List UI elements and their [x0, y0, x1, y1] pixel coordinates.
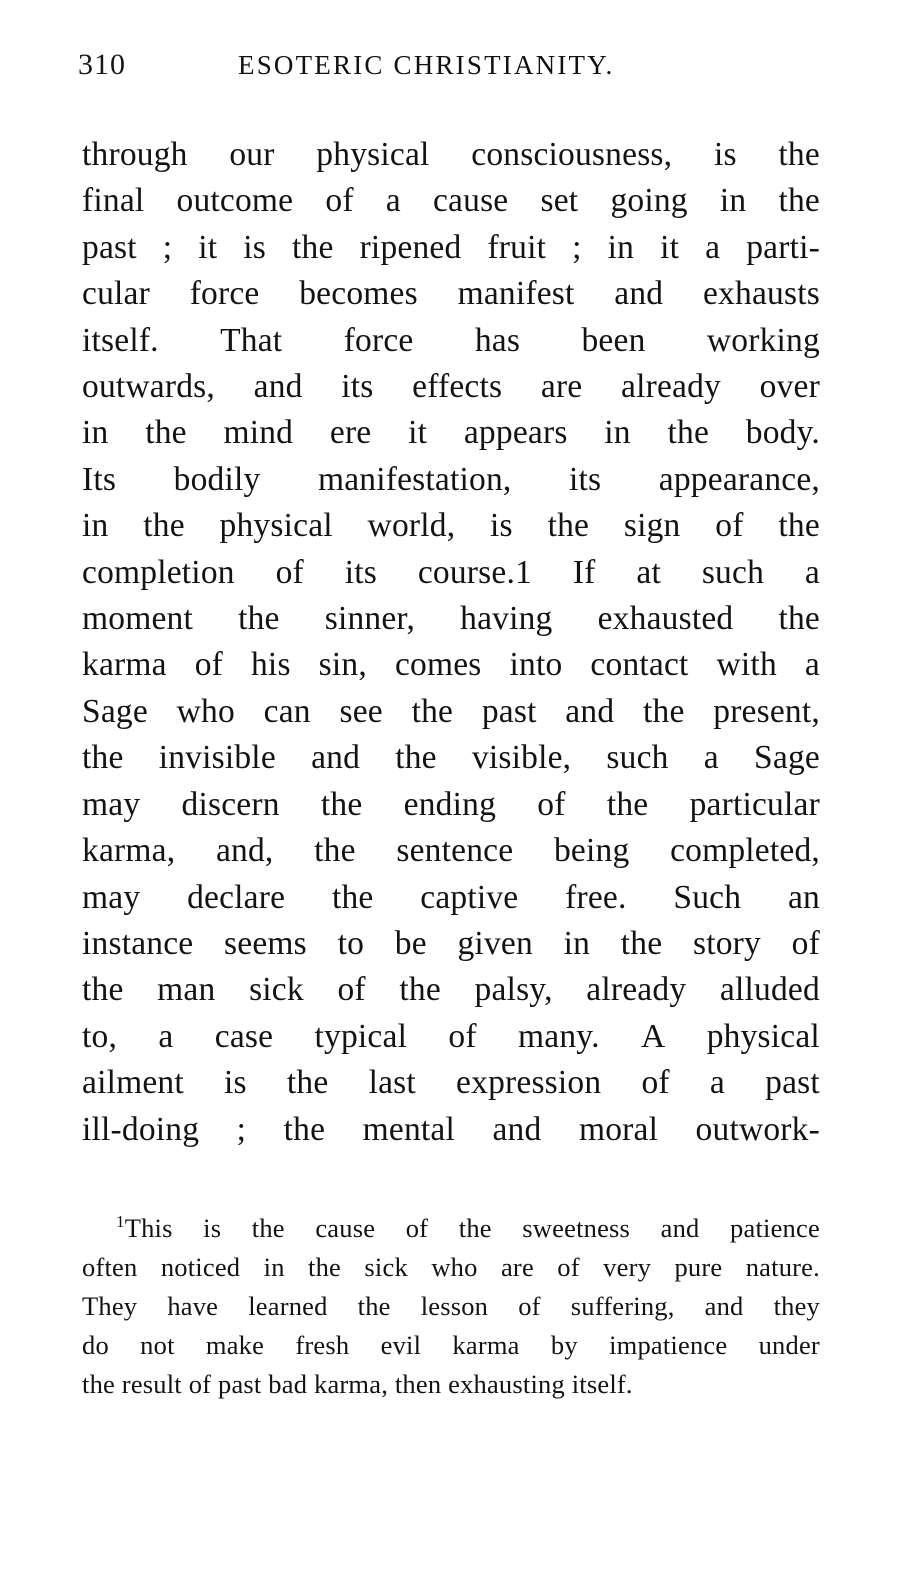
word: is — [203, 1212, 222, 1243]
word: going — [610, 182, 688, 220]
word: noticed — [160, 1251, 241, 1282]
word: with — [716, 646, 777, 684]
word: becomes — [299, 275, 418, 313]
word: cause — [432, 182, 509, 220]
word: invisible — [158, 739, 276, 777]
word: physical — [706, 1017, 820, 1055]
word: to, — [82, 1017, 118, 1055]
word: palsy, — [474, 971, 553, 1009]
word: already — [621, 368, 721, 406]
word: of — [194, 646, 223, 684]
word: karma — [82, 646, 167, 684]
text-line — [82, 503, 820, 549]
text-line — [82, 225, 820, 271]
word: and — [565, 692, 615, 730]
word: sick — [364, 1251, 408, 1282]
word: the — [778, 182, 820, 220]
text-line — [82, 132, 820, 178]
word: outcome — [176, 182, 294, 220]
word: his — [250, 646, 291, 684]
word: of — [641, 1064, 670, 1102]
word: and, — [215, 832, 274, 870]
word: seems — [224, 924, 307, 962]
word: the — [314, 832, 356, 870]
word: its — [341, 368, 374, 406]
text-line — [82, 410, 820, 456]
word: have — [167, 1290, 219, 1321]
word: and — [704, 1290, 744, 1321]
text-line — [82, 1060, 820, 1106]
word: effects — [412, 368, 503, 406]
word: karma — [452, 1329, 520, 1360]
word: They — [82, 1290, 138, 1321]
word: parti- — [746, 228, 820, 266]
word: cular — [82, 275, 150, 313]
word: story — [692, 924, 761, 962]
word: in — [82, 507, 109, 545]
word: in — [607, 228, 635, 266]
text-line — [82, 364, 820, 410]
word: at — [636, 553, 661, 591]
word: over — [759, 368, 820, 406]
word: body. — [745, 414, 820, 452]
word: past — [765, 1064, 820, 1102]
word: set — [540, 182, 579, 220]
word: moral — [578, 1110, 659, 1148]
word: in — [263, 1251, 285, 1282]
word: bodily — [173, 460, 261, 498]
word: appears — [463, 414, 568, 452]
text-line — [82, 1014, 820, 1060]
word: it — [660, 228, 680, 266]
text-line — [82, 271, 820, 317]
word: be — [394, 924, 427, 962]
word: has — [474, 321, 521, 359]
word: cause — [315, 1212, 376, 1243]
word: evil — [380, 1329, 422, 1360]
word: fruit — [487, 228, 547, 266]
word: see — [339, 692, 383, 730]
word: comes — [394, 646, 482, 684]
word: discern — [181, 785, 280, 823]
word: ailment — [82, 1064, 184, 1102]
word: outwork- — [695, 1110, 820, 1148]
footnote-line — [82, 1287, 820, 1326]
word: case — [214, 1017, 274, 1055]
word: free. — [565, 878, 627, 916]
word: of — [275, 553, 304, 591]
word: force — [189, 275, 260, 313]
word: the — [547, 507, 590, 545]
word: may — [82, 878, 141, 916]
word: very — [603, 1251, 652, 1282]
word: of — [518, 1290, 541, 1321]
word: a — [703, 739, 719, 777]
word: world, — [367, 507, 456, 545]
word: such — [701, 553, 765, 591]
page-number: 310 — [78, 48, 126, 81]
word: of — [537, 785, 566, 823]
word: sin, — [318, 646, 367, 684]
word: ripened — [359, 228, 462, 266]
word: the — [778, 136, 820, 173]
word: manifestation, — [317, 460, 512, 498]
word: and — [311, 739, 361, 777]
running-title: ESOTERIC CHRISTIANITY. — [238, 50, 615, 80]
word: to — [337, 924, 365, 962]
word: manifest — [457, 275, 575, 313]
word: contact — [590, 646, 689, 684]
word: completion — [82, 553, 235, 591]
word: such — [606, 739, 669, 777]
word: in — [563, 924, 591, 962]
word: sick — [249, 971, 304, 1009]
text-line — [82, 178, 820, 224]
word: the — [283, 1110, 326, 1148]
word: ere — [329, 414, 372, 452]
footnote-line — [82, 1326, 820, 1365]
word: typical — [314, 1017, 408, 1055]
word: sentence — [396, 832, 514, 870]
word: of — [405, 1212, 429, 1243]
word: the — [778, 600, 820, 638]
word: ; — [162, 228, 173, 266]
word: the — [395, 739, 437, 777]
running-head — [0, 48, 900, 82]
word: an — [787, 878, 820, 916]
word: mind — [223, 414, 294, 452]
word: through — [82, 136, 188, 173]
word: in — [82, 414, 109, 452]
word: pure — [674, 1251, 723, 1282]
word: patience — [730, 1212, 820, 1243]
text-line — [82, 875, 820, 921]
word: A — [640, 1017, 666, 1055]
text-line-with-footnote-ref — [82, 550, 820, 596]
word: being — [553, 832, 630, 870]
word: past — [82, 228, 137, 266]
word: outwards, — [82, 368, 215, 406]
word: the — [251, 1212, 285, 1243]
footnote-paragraph — [82, 1209, 820, 1404]
text-line — [82, 921, 820, 967]
word: last — [368, 1064, 416, 1102]
word: man — [157, 971, 216, 1009]
word: it — [198, 228, 218, 266]
word: the — [331, 878, 374, 916]
word: impatience — [609, 1329, 728, 1360]
text-line — [82, 1107, 820, 1153]
word: of — [337, 971, 366, 1009]
word: expression — [456, 1064, 602, 1102]
word: ill-doing — [82, 1110, 200, 1148]
word: the — [399, 971, 441, 1009]
word: the — [643, 692, 685, 730]
word: is — [490, 507, 513, 545]
text-line — [82, 735, 820, 781]
footnote-line — [82, 1209, 820, 1248]
body-text — [0, 132, 900, 1153]
word: Sage — [754, 739, 820, 777]
paragraph — [82, 132, 820, 1153]
word: ; — [236, 1110, 247, 1148]
text-line — [82, 642, 820, 688]
word: exhausts — [702, 275, 820, 313]
word: final — [82, 182, 145, 220]
word: its — [569, 460, 602, 498]
word: under — [758, 1329, 820, 1360]
word: in — [719, 182, 747, 220]
word: a — [705, 228, 721, 266]
word: often — [82, 1251, 138, 1282]
word: not — [140, 1329, 175, 1360]
word: completed, — [670, 832, 820, 870]
footnote-line — [82, 1365, 820, 1404]
word: they — [773, 1290, 820, 1321]
word: exhausted — [597, 600, 734, 638]
word: its — [344, 553, 377, 591]
text-line — [82, 967, 820, 1013]
word: declare — [187, 878, 286, 916]
word: ending — [403, 785, 497, 823]
word: consciousness, — [471, 136, 673, 173]
word: our — [229, 136, 275, 173]
word: sweetness — [522, 1212, 631, 1243]
word: having — [460, 600, 553, 638]
word: sinner, — [324, 600, 416, 638]
word: ; — [572, 228, 582, 266]
footnote — [0, 1209, 900, 1404]
word: it — [408, 414, 428, 452]
footnote-line-text: the result of past bad karma, then exhausting itself. — [82, 1368, 633, 1399]
word: nature. — [745, 1251, 820, 1282]
word: Sage — [82, 692, 148, 730]
word: may — [82, 785, 141, 823]
word: working — [706, 321, 820, 359]
word: appearance, — [658, 460, 820, 498]
word: mental — [362, 1110, 456, 1148]
word: is — [224, 1064, 247, 1102]
word: and — [492, 1110, 542, 1148]
word: are — [500, 1251, 534, 1282]
word: itself. — [82, 321, 159, 359]
word: course.1 — [417, 553, 532, 591]
word: of — [715, 507, 744, 545]
text-line — [82, 689, 820, 735]
word: and — [253, 368, 303, 406]
word: in — [604, 414, 631, 452]
word: particular — [689, 785, 820, 823]
word: moment — [82, 600, 193, 638]
word: and — [614, 275, 664, 313]
text-line — [82, 596, 820, 642]
word: the — [145, 414, 187, 452]
word: visible, — [471, 739, 572, 777]
word: a — [158, 1017, 174, 1055]
word: of — [557, 1251, 580, 1282]
word: alluded — [719, 971, 820, 1009]
book-page — [0, 48, 900, 1569]
word: sign — [623, 507, 681, 545]
word: already — [586, 971, 687, 1009]
word: make — [205, 1329, 265, 1360]
word: and — [660, 1212, 700, 1243]
word: the — [778, 507, 820, 545]
word: a — [804, 646, 820, 684]
word: instance — [82, 924, 194, 962]
word: the — [238, 600, 280, 638]
word: physical — [219, 507, 333, 545]
word: present, — [713, 692, 820, 730]
word: suffering, — [570, 1290, 675, 1321]
word: the — [82, 971, 124, 1009]
word: Its — [82, 460, 117, 498]
word: the — [292, 228, 334, 266]
word: the — [320, 785, 363, 823]
word: a — [804, 553, 820, 591]
word: of — [448, 1017, 477, 1055]
word: can — [263, 692, 311, 730]
word: into — [509, 646, 563, 684]
word: by — [550, 1329, 578, 1360]
word: the — [143, 507, 185, 545]
word: physical — [316, 136, 430, 173]
word: the — [606, 785, 649, 823]
word: of — [791, 924, 820, 962]
word: the — [82, 739, 124, 777]
word: fresh — [295, 1329, 350, 1360]
word: the — [308, 1251, 342, 1282]
word: who — [176, 692, 235, 730]
word: the — [667, 414, 710, 452]
text-line — [82, 457, 820, 503]
word: force — [343, 321, 414, 359]
word: Such — [673, 878, 742, 916]
word: the — [620, 924, 663, 962]
word: of — [325, 182, 354, 220]
word: If — [572, 553, 596, 591]
word: are — [540, 368, 583, 406]
text-line — [82, 318, 820, 364]
word: do — [82, 1329, 109, 1360]
word: is — [713, 136, 737, 173]
word: been — [581, 321, 646, 359]
word: a — [709, 1064, 725, 1102]
word: many. — [518, 1017, 600, 1055]
word: learned — [248, 1290, 328, 1321]
text-line — [82, 828, 820, 874]
word: given — [457, 924, 533, 962]
word: the — [411, 692, 454, 730]
word: the — [286, 1064, 329, 1102]
word: captive — [420, 878, 519, 916]
word: the — [357, 1290, 391, 1321]
word: past — [481, 692, 537, 730]
word: lesson — [420, 1290, 489, 1321]
footnote-line — [82, 1248, 820, 1287]
word: karma, — [82, 832, 176, 870]
word: That — [220, 321, 283, 359]
word: a — [385, 182, 401, 220]
text-line — [82, 782, 820, 828]
word: is — [243, 228, 267, 266]
footnote-marker-word: $^1$This — [116, 1212, 173, 1243]
word: who — [431, 1251, 478, 1282]
word: the — [458, 1212, 492, 1243]
